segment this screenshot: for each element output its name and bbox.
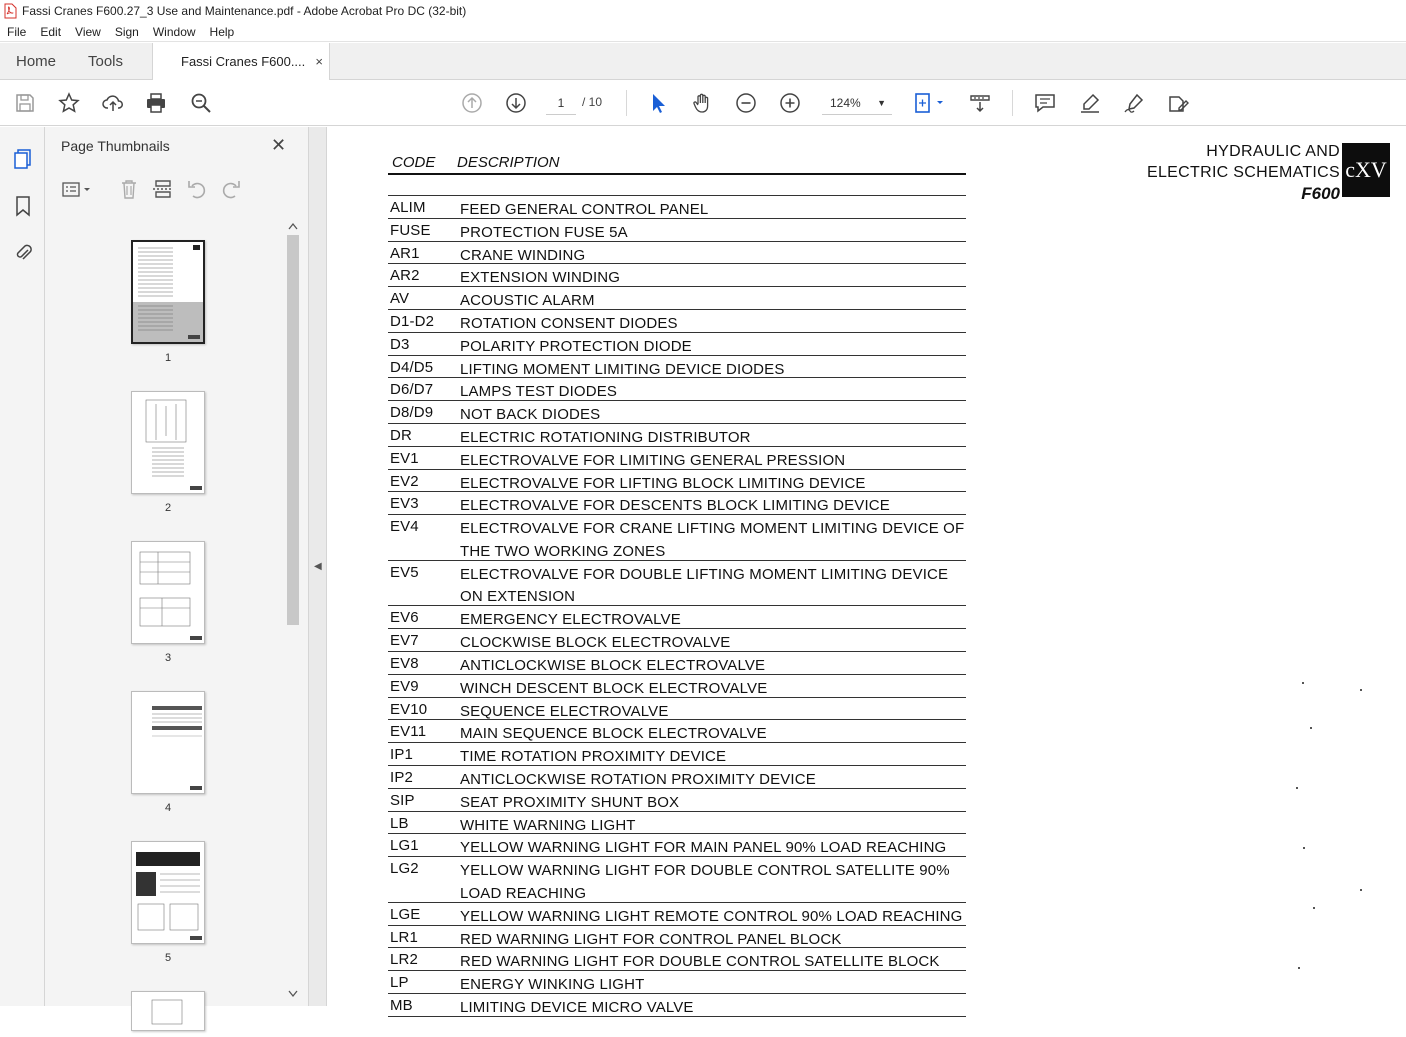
table-row — [388, 994, 966, 1017]
row-code: LGE — [390, 905, 421, 923]
zoom-level-select[interactable] — [822, 91, 892, 115]
table-row — [388, 356, 966, 379]
row-description-line: RED WARNING LIGHT FOR DOUBLE CONTROL SATELLITE BLOCK — [460, 953, 940, 971]
page-thumbnail-3[interactable] — [131, 541, 205, 644]
row-description-line: WINCH DESCENT BLOCK ELECTROVALVE — [460, 679, 768, 697]
table-row — [388, 515, 966, 561]
hand-icon[interactable] — [690, 91, 714, 115]
thumbnail-options-icon[interactable] — [61, 177, 95, 201]
row-description-line: ROTATION CONSENT DIODES — [460, 314, 678, 332]
row-description-line: ELECTROVALVE FOR DOUBLE LIFTING MOMENT LIMITING DEVICE — [460, 565, 949, 583]
scroll-mode-icon[interactable] — [968, 91, 992, 115]
scrollbar-thumb[interactable] — [287, 235, 299, 625]
row-code: LG1 — [390, 837, 419, 855]
acrobat-pdf-icon — [4, 4, 16, 18]
row-description-line: YELLOW WARNING LIGHT FOR DOUBLE CONTROL SATELLITE 90% — [460, 862, 950, 880]
tab-tools[interactable]: Tools — [88, 53, 124, 70]
header-gap — [388, 175, 966, 196]
row-description-line: SEAT PROXIMITY SHUNT BOX — [460, 793, 680, 811]
row-code: EV3 — [390, 495, 419, 513]
comment-icon[interactable] — [1033, 91, 1057, 115]
row-description-line: CLOCKWISE BLOCK ELECTROVALVE — [460, 634, 731, 652]
thumbnail-page-number: 3 — [164, 652, 172, 664]
page-thumbnail-2[interactable] — [131, 391, 205, 494]
row-code: LP — [390, 974, 409, 992]
highlight-pen-icon[interactable] — [1078, 91, 1102, 115]
row-description-line: THE TWO WORKING ZONES — [460, 542, 666, 560]
menu-help[interactable]: Help — [209, 24, 235, 39]
thumbnail-page-number: 1 — [164, 352, 172, 364]
row-code: EV5 — [390, 563, 419, 581]
row-code: D4/D5 — [390, 358, 434, 376]
table-row — [388, 401, 966, 424]
tab-close-icon[interactable]: × — [315, 54, 323, 69]
row-description — [460, 857, 966, 905]
row-description-line: LAMPS TEST DIODES — [460, 383, 618, 401]
table-row — [388, 903, 966, 926]
table-header — [388, 151, 966, 175]
panel-title: Page Thumbnails — [61, 138, 170, 154]
row-description-line: MAIN SEQUENCE BLOCK ELECTROVALVE — [460, 725, 767, 743]
chevron-down-icon: ▼ — [877, 98, 886, 108]
search-zoom-icon[interactable] — [189, 91, 213, 115]
row-description-line: LIFTING MOMENT LIMITING DEVICE DIODES — [460, 360, 785, 378]
row-code: EV1 — [390, 449, 419, 467]
star-icon[interactable] — [57, 91, 81, 115]
legend-table — [388, 151, 966, 1017]
thumbnail-page-number: 5 — [164, 952, 172, 964]
row-code: EV9 — [390, 677, 419, 695]
attachment-icon[interactable] — [11, 240, 35, 264]
row-code: ALIM — [390, 199, 426, 216]
table-row — [388, 698, 966, 721]
select-arrow-icon[interactable] — [646, 91, 670, 115]
row-code: SIP — [390, 791, 415, 809]
tab-bar — [0, 43, 1406, 80]
row-code: AV — [390, 290, 410, 308]
row-code: IP2 — [390, 768, 413, 786]
row-description-line: ELECTROVALVE FOR LIMITING GENERAL PRESSION — [460, 451, 846, 469]
table-row — [388, 196, 966, 219]
thumbnail-tools — [59, 177, 299, 203]
table-row — [388, 264, 966, 287]
table-row — [388, 219, 966, 242]
page-thumbnail-6[interactable] — [131, 991, 205, 1031]
table-row — [388, 743, 966, 766]
panel-collapse-handle[interactable] — [309, 127, 327, 1006]
row-code: EV6 — [390, 609, 419, 627]
row-description-line: EMERGENCY ELECTROVALVE — [460, 611, 681, 629]
row-code: D6/D7 — [390, 381, 434, 399]
table-row — [388, 926, 966, 949]
page-down-icon[interactable] — [504, 91, 528, 115]
rotate-right-icon[interactable] — [219, 177, 243, 201]
table-row — [388, 971, 966, 994]
table-row — [388, 287, 966, 310]
row-description-line: ELECTROVALVE FOR LIFTING BLOCK LIMITING DEVICE — [460, 474, 866, 492]
row-code: MB — [390, 996, 413, 1014]
table-row — [388, 561, 966, 607]
table-body — [388, 196, 966, 1017]
sign-icon[interactable] — [1122, 91, 1146, 115]
row-description-line: ANTICLOCKWISE BLOCK ELECTROVALVE — [460, 656, 766, 674]
column-header-description: DESCRIPTION — [457, 154, 560, 171]
row-code: EV7 — [390, 632, 419, 650]
edit-icon[interactable] — [1166, 91, 1190, 115]
page-thumbnails-icon[interactable] — [11, 147, 35, 171]
table-row — [388, 629, 966, 652]
bookmark-icon[interactable] — [11, 194, 35, 218]
row-code: D1-D2 — [390, 312, 435, 330]
row-description — [460, 994, 966, 1020]
print-icon[interactable] — [144, 91, 168, 115]
table-row — [388, 606, 966, 629]
row-code: AR2 — [390, 267, 420, 285]
close-icon[interactable]: ✕ — [271, 135, 287, 155]
row-code: D3 — [390, 335, 410, 353]
table-row — [388, 378, 966, 401]
zoom-in-icon[interactable] — [778, 91, 802, 115]
table-row — [388, 492, 966, 515]
row-code: D8/D9 — [390, 404, 434, 422]
page-fit-icon[interactable] — [912, 91, 948, 115]
menu-bar — [0, 22, 1406, 42]
table-row — [388, 789, 966, 812]
table-row — [388, 720, 966, 743]
row-code: EV11 — [390, 723, 427, 741]
model-label: F600 — [1301, 184, 1340, 203]
row-description-line: PROTECTION FUSE 5A — [460, 223, 628, 241]
title-bar — [0, 0, 1406, 22]
table-row — [388, 834, 966, 857]
row-code: LR1 — [390, 928, 418, 946]
row-description-line: RED WARNING LIGHT FOR CONTROL PANEL BLOCK — [460, 930, 842, 948]
row-description-line: ELECTRIC ROTATIONING DISTRIBUTOR — [460, 428, 751, 446]
toolbar-divider — [1012, 90, 1013, 116]
page-total: / 10 — [582, 95, 603, 109]
row-description-line: NOT BACK DIODES — [460, 406, 601, 424]
menu-window[interactable]: Window — [152, 24, 196, 39]
row-description-line: ACOUSTIC ALARM — [460, 292, 595, 310]
table-row — [388, 242, 966, 265]
section-header — [1147, 141, 1340, 183]
table-row — [388, 424, 966, 447]
menu-view[interactable]: View — [75, 24, 101, 39]
zoom-level-value: 124% — [830, 96, 861, 110]
chapter-badge: cXV — [1342, 143, 1390, 197]
table-row — [388, 675, 966, 698]
row-description-line: LOAD REACHING — [460, 884, 587, 902]
row-code: FUSE — [390, 221, 431, 239]
row-code: LG2 — [390, 860, 419, 878]
page-thumbnail-5[interactable] — [131, 841, 205, 944]
row-description-line: FEED GENERAL CONTROL PANEL — [460, 201, 709, 218]
table-row — [388, 948, 966, 971]
row-description-line: ELECTROVALVE FOR DESCENTS BLOCK LIMITING DEVICE — [460, 497, 890, 515]
table-row — [388, 447, 966, 470]
column-header-code: CODE — [392, 154, 436, 171]
tab-home[interactable]: Home — [16, 53, 57, 70]
chevron-left-icon: ◀ — [314, 561, 322, 572]
row-description-line: ENERGY WINKING LIGHT — [460, 976, 645, 994]
window-title: Fassi Cranes F600.27_3 Use and Maintenance.pdf - Adobe Acrobat Pro DC (32-bit) — [22, 4, 467, 18]
document-view — [328, 127, 1406, 1016]
row-description-line: WHITE WARNING LIGHT — [460, 816, 636, 834]
thumbnail-page-number: 4 — [164, 802, 172, 814]
left-nav-rail — [0, 127, 45, 1006]
thumbnail-page-number: 2 — [164, 502, 172, 514]
page-up-icon[interactable] — [460, 91, 484, 115]
row-description — [460, 515, 966, 563]
row-description-line: CRANE WINDING — [460, 246, 586, 264]
tab-document[interactable] — [152, 43, 330, 80]
row-code: DR — [390, 426, 412, 444]
extract-page-icon[interactable] — [151, 177, 175, 201]
main-toolbar — [0, 80, 1406, 126]
row-description-line: YELLOW WARNING LIGHT REMOTE CONTROL 90% LOAD REACHING — [460, 907, 963, 925]
table-row — [388, 857, 966, 903]
table-row — [388, 766, 966, 789]
header-line-1: HYDRAULIC AND — [1206, 143, 1340, 160]
row-code: EV10 — [390, 700, 428, 718]
table-row — [388, 812, 966, 835]
row-description-line: ON EXTENSION — [460, 588, 576, 606]
upload-icon[interactable] — [101, 91, 125, 115]
zoom-out-icon[interactable] — [734, 91, 758, 115]
row-description-line: POLARITY PROTECTION DIODE — [460, 337, 692, 355]
menu-sign[interactable]: Sign — [114, 24, 139, 39]
row-description-line: ANTICLOCKWISE ROTATION PROXIMITY DEVICE — [460, 770, 816, 788]
table-row — [388, 652, 966, 675]
table-row — [388, 470, 966, 493]
thumbnail-panel — [45, 127, 309, 1006]
tab-document-label: Fassi Cranes F600.... — [181, 54, 306, 69]
save-icon[interactable] — [13, 91, 37, 115]
row-code: LR2 — [390, 951, 418, 969]
row-description-line: LIMITING DEVICE MICRO VALVE — [460, 998, 694, 1016]
page-number-input[interactable] — [546, 91, 576, 115]
row-code: LB — [390, 814, 409, 832]
row-code: EV8 — [390, 654, 419, 672]
row-description-line: TIME ROTATION PROXIMITY DEVICE — [460, 748, 727, 766]
row-code: AR1 — [390, 244, 420, 262]
page-thumbnail-4[interactable] — [131, 691, 205, 794]
table-row — [388, 310, 966, 333]
delete-page-icon[interactable] — [117, 177, 141, 201]
row-description-line: YELLOW WARNING LIGHT FOR MAIN PANEL 90% LOAD REACHING — [460, 839, 947, 857]
row-code: IP1 — [390, 746, 413, 764]
menu-file[interactable]: File — [7, 24, 27, 39]
row-description — [460, 561, 966, 609]
row-code: EV2 — [390, 472, 419, 490]
table-row — [388, 333, 966, 356]
row-description-line: EXTENSION WINDING — [460, 269, 621, 287]
row-description-line: SEQUENCE ELECTROVALVE — [460, 702, 669, 720]
row-description-line: ELECTROVALVE FOR CRANE LIFTING MOMENT LIMITING DEVICE OF — [460, 520, 965, 538]
toolbar-divider — [626, 90, 627, 116]
row-code: EV4 — [390, 518, 419, 536]
rotate-left-icon[interactable] — [185, 177, 209, 201]
menu-edit[interactable]: Edit — [40, 24, 62, 39]
header-line-2: ELECTRIC SCHEMATICS — [1147, 164, 1340, 181]
page-thumbnail-1[interactable] — [131, 240, 205, 344]
